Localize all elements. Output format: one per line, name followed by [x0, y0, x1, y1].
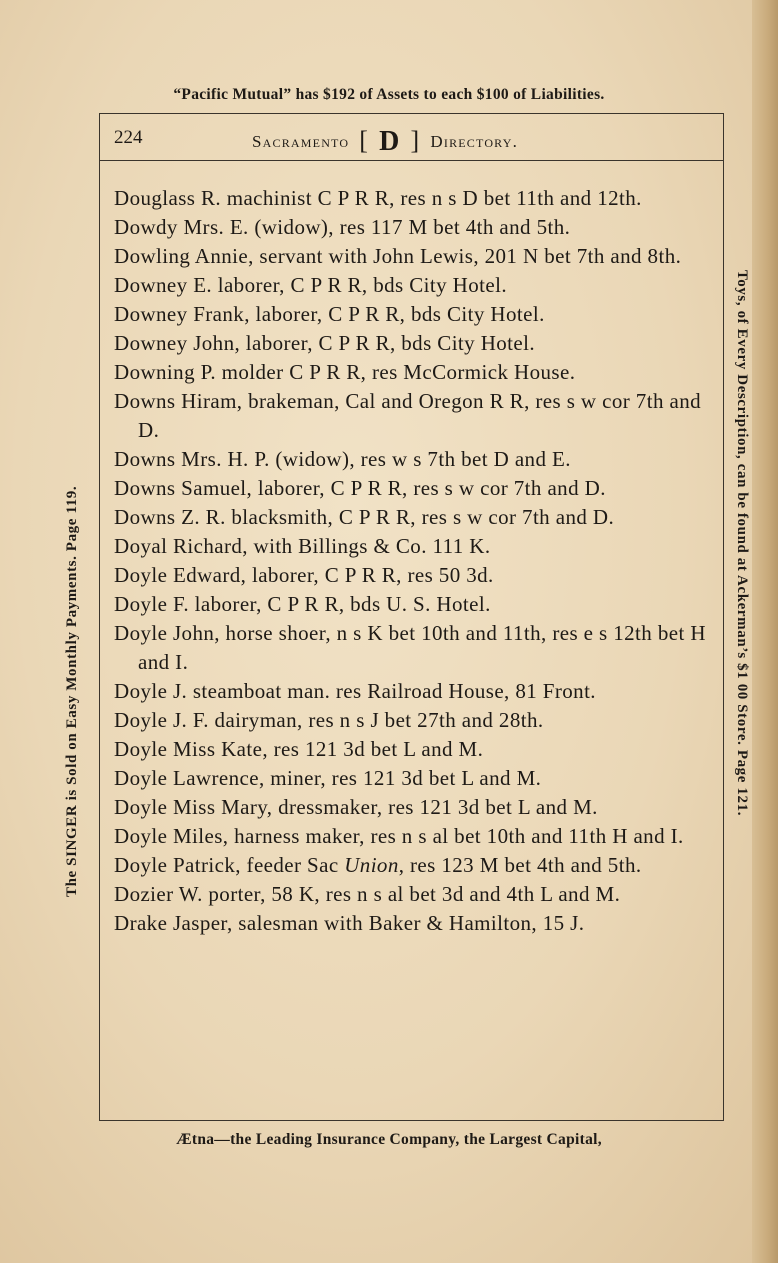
open-bracket: [: [359, 126, 370, 155]
directory-entry: Downey E. laborer, C P R R, bds City Hotel.: [114, 273, 507, 297]
page-edge: [752, 0, 778, 1263]
page-number: 224: [114, 127, 143, 148]
directory-entry: Dowdy Mrs. E. (widow), res 117 M bet 4th and 5th.: [114, 215, 571, 239]
directory-entry: Doyal Richard, with Billings & Co. 111 K.: [114, 534, 491, 558]
directory-frame: [99, 113, 724, 1121]
directory-entry: Downs Samuel, laborer, C P R R, res s w cor 7th and D.: [114, 476, 606, 500]
left-margin-advertisement: The SINGER is Sold on Easy Monthly Payments. Page 119.: [64, 485, 80, 897]
directory-entry: Doyle J. steamboat man. res Railroad House, 81 Front.: [114, 679, 596, 703]
section-letter: D: [379, 126, 401, 157]
directory-entry: Drake Jasper, salesman with Baker & Hamilton, 15 J.: [114, 911, 585, 935]
directory-entry: Dowling Annie, servant with John Lewis, 201 N bet 7th and 8th.: [114, 244, 682, 268]
entry-text: , res 123 M bet 4th and 5th.: [398, 853, 642, 877]
directory-entry: Doyle F. laborer, C P R R, bds U. S. Hotel.: [114, 592, 491, 616]
directory-entry: Doyle Miss Mary, dressmaker, res 121 3d bet L and M.: [114, 795, 598, 819]
directory-entry: Dozier W. porter, 58 K, res n s al bet 3d and 4th L and M.: [114, 882, 621, 906]
directory-entry: Downey Frank, laborer, C P R R, bds City Hotel.: [114, 302, 545, 326]
directory-entry: Douglass R. machinist C P R R, res n s D bet 11th and 12th.: [114, 186, 642, 210]
entry-italic-text: Union: [344, 853, 399, 877]
directory-entry-patrick: [114, 851, 714, 880]
directory-entry: Doyle Miss Kate, res 121 3d bet L and M.: [114, 737, 484, 761]
directory-entry: Downs Mrs. H. P. (widow), res w s 7th bet D and E.: [114, 447, 571, 471]
running-title-left: Sacramento: [252, 132, 350, 151]
directory-entry: Downs Hiram, brakeman, Cal and Oregon R R, res s w cor 7th and D.: [114, 389, 702, 442]
close-bracket: ]: [410, 126, 421, 155]
directory-entries: [114, 184, 714, 938]
directory-entry: Doyle Miles, harness maker, res n s al bet 10th and 11th H and I.: [114, 824, 684, 848]
directory-entry: Doyle John, horse shoer, n s K bet 10th and 11th, res e s 12th bet H and I.: [114, 621, 706, 674]
bottom-advertisement: Ætna—the Leading Insurance Company, the Largest Capital,: [176, 1131, 602, 1148]
running-title: [252, 123, 518, 155]
directory-entry: Doyle Edward, laborer, C P R R, res 50 3d.: [114, 563, 494, 587]
running-title-right: Directory.: [430, 132, 519, 151]
directory-entry: Doyle Lawrence, miner, res 121 3d bet L and M.: [114, 766, 542, 790]
directory-entry: Downs Z. R. blacksmith, C P R R, res s w cor 7th and D.: [114, 505, 615, 529]
directory-entry: Downing P. molder C P R R, res McCormick House.: [114, 360, 576, 384]
directory-entry: Downey John, laborer, C P R R, bds City Hotel.: [114, 331, 536, 355]
directory-entry: Doyle J. F. dairyman, res n s J bet 27th and 28th.: [114, 708, 544, 732]
top-advertisement: “Pacific Mutual” has $192 of Assets to each $100 of Liabilities.: [173, 86, 605, 103]
entry-text: Doyle Patrick, feeder Sac: [114, 853, 345, 877]
running-header: [100, 114, 723, 161]
right-margin-advertisement: Toys, of Every Description, can be found at Ackerman’s $1 00 Store. Page 121.: [734, 270, 750, 817]
